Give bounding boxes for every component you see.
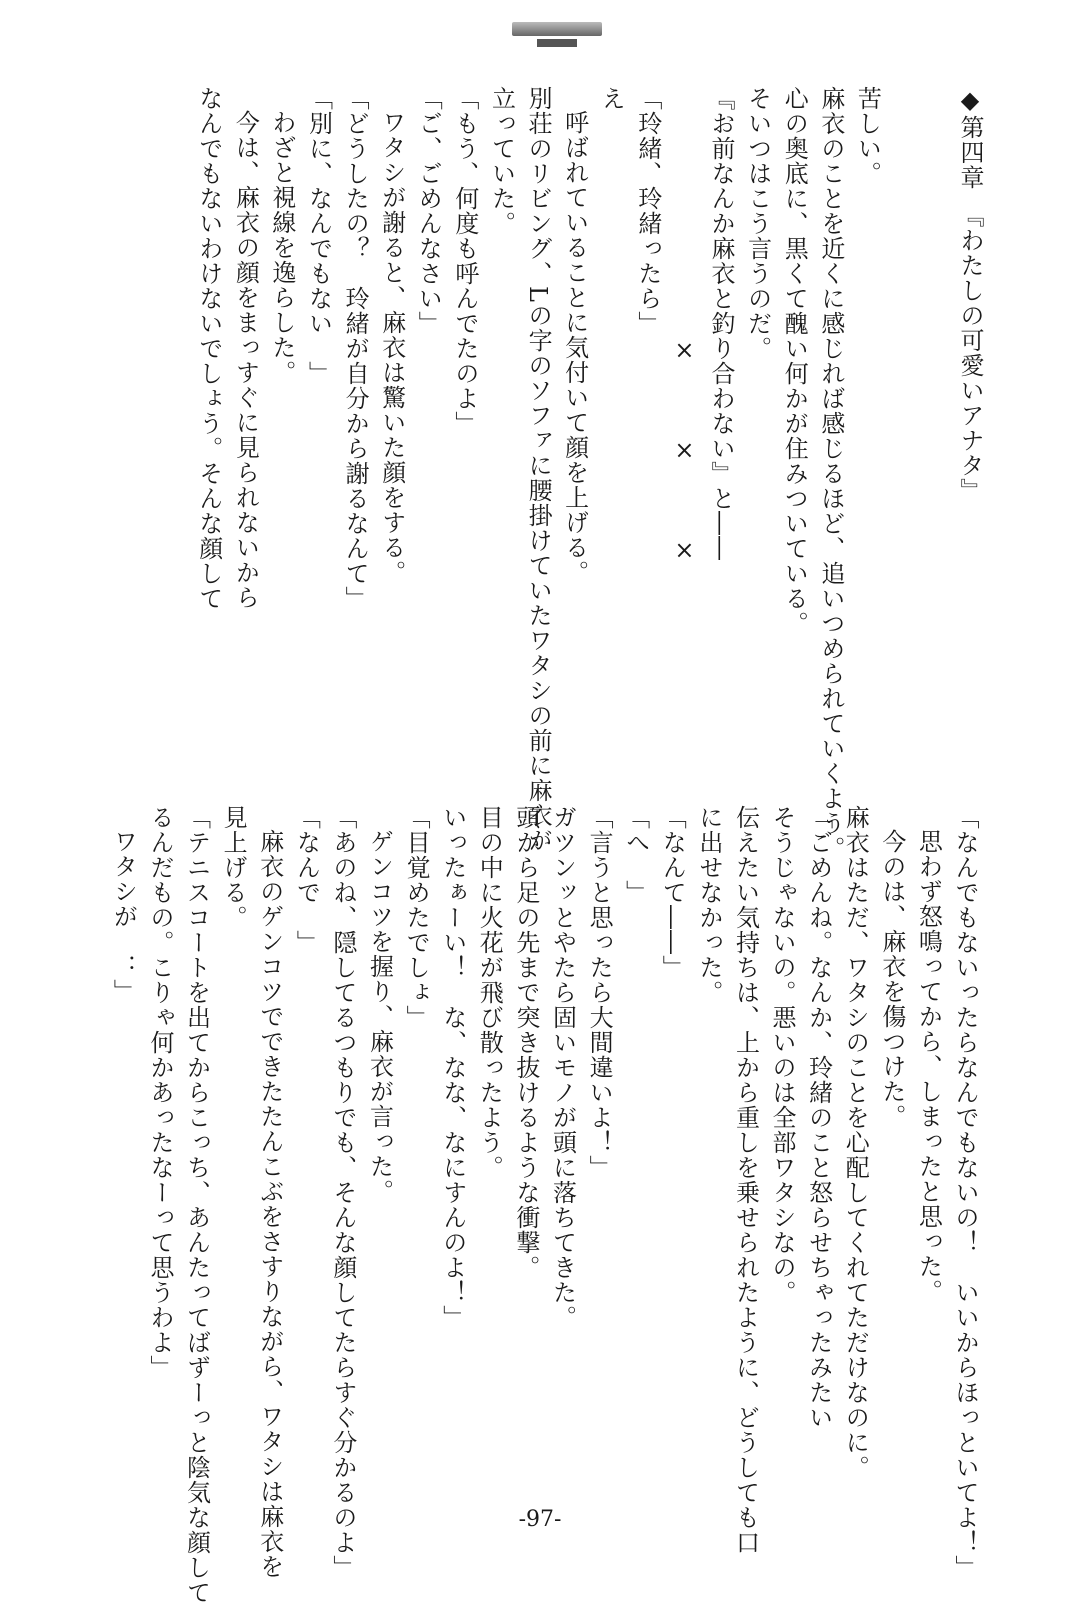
text-line: え	[597, 86, 626, 111]
text-line: 麻衣はただ、ワタシのことを心配してくれてただけなのに。	[841, 805, 870, 1480]
logo-subtitle	[537, 39, 577, 47]
text-line: 「なんで 」	[292, 805, 321, 955]
text-line: ワタシが ：」	[109, 829, 138, 1004]
text-line: 見上げる。	[219, 805, 248, 930]
text-line: 麻衣のゲンコツでできたたんこぶをさすりながら、ワタシは麻衣を	[255, 829, 284, 1579]
text-line: 「もう、何度も呼んでたのよ」	[450, 86, 479, 436]
text-line: 麻衣のことを近くに感じれば感じるほど、追いつめられていくよう。	[816, 86, 845, 861]
text-line: そうじゃないの。悪いのは全部ワタシなの。	[768, 805, 797, 1305]
text-line: 「玲緒、玲緒ったら」	[633, 86, 662, 336]
text-line: ワタシが謝ると、麻衣は驚いた顔をする。	[377, 110, 406, 585]
text-line: 呼ばれていることに気付いて顔を上げる。	[560, 110, 589, 585]
text-line: 「あのね、隠してるつもりでも、そんな顔してたらすぐ分かるのよ」	[328, 805, 357, 1580]
separator-mark: ×	[670, 536, 699, 564]
text-line: 「どうしたの？ 玲緒が自分から謝るなんて」	[341, 86, 370, 611]
text-line: るんだもの。こりゃ何かあったなーって思うわよ」	[145, 805, 174, 1380]
text-line: 「なんでもないったらなんでもないの！ いいからほっといてよ！」	[951, 805, 979, 1580]
scene-separator	[666, 86, 703, 766]
text-line: そいつはこう言うのだ。	[743, 86, 772, 361]
text-line: 目の中に火花が飛び散ったよう。	[475, 805, 504, 1180]
text-line: なんでもないわけないでしょう。そんな顔して	[194, 86, 223, 611]
text-line: わざと視線を逸らした。	[267, 110, 296, 385]
text-line: に出せなかった。	[694, 805, 723, 1005]
text-line: 今は、麻衣の顔をまっすぐに見られないから	[231, 110, 260, 610]
page-number: -97-	[518, 1507, 562, 1532]
text-line: いったぁーい！ な、なな、なにすんのよ！」	[438, 805, 467, 1330]
series-logo	[512, 22, 602, 52]
text-line: 「ご、ごめんなさい」	[414, 86, 443, 336]
logo-title	[512, 22, 602, 36]
text-line: 「へ 」	[621, 805, 650, 905]
text-line: 「テニスコートを出てからこっち、あんたってばずーっと陰気な顔して	[182, 805, 211, 1605]
text-line: 頭から足の先まで突き抜けるような衝撃。	[511, 805, 540, 1280]
chapter-title: ◆第四章 『わたしの可愛いアナタ』	[956, 86, 984, 503]
text-line: 伝えたい気持ちは、上から重しを乗せられたように、どうしても口	[731, 805, 760, 1555]
text-line: 「目覚めたでしょ」	[402, 805, 431, 1030]
text-line: 心の奥底に、黒くて醜い何かが住みついている。	[780, 86, 809, 636]
text-line: 『お前なんか麻衣と釣り合わない』と――	[707, 86, 736, 561]
top-text-block	[190, 86, 988, 861]
text-line: 思わず怒鳴ってから、しまったと思った。	[914, 829, 943, 1304]
separator-mark: ×	[670, 336, 699, 364]
text-line: 「別に、なんでもない 」	[304, 86, 333, 386]
text-line: ガツンッとやたら固いモノが頭に落ちてきた。	[548, 805, 577, 1330]
text-line: 立っていた。	[487, 86, 516, 236]
separator-mark: ×	[670, 436, 699, 464]
text-line: 「ごめんね。なんか、玲緒のこと怒らせちゃったみたい	[804, 805, 833, 1430]
text-line: ゲンコツを握り、麻衣が言った。	[365, 829, 394, 1204]
text-line: 苦しい。	[853, 86, 882, 186]
text-line: 「言うと思ったら大間違いよ！」	[585, 805, 614, 1180]
text-line: 別荘のリビング、Lの字のソファに腰掛けていたワタシの前に麻衣が	[524, 86, 553, 853]
text-line: 「なんて――」	[658, 805, 687, 980]
text-line: 今のは、麻衣を傷つけた。	[877, 829, 906, 1129]
